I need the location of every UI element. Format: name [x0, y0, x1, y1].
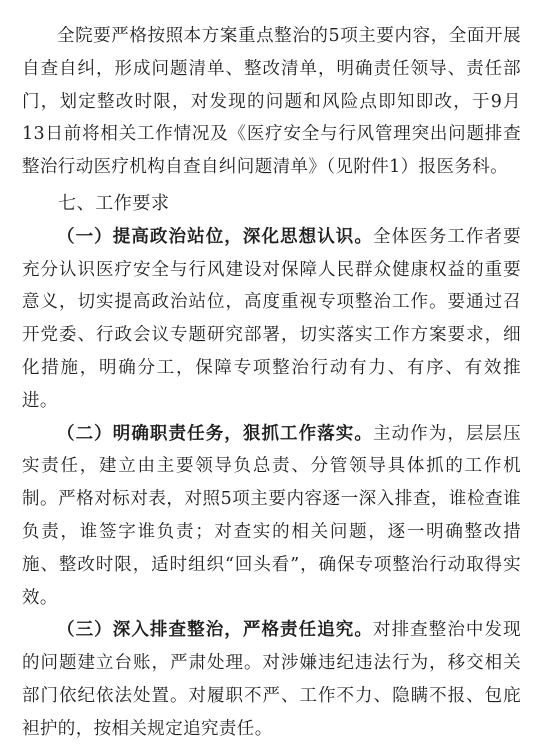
- requirement-item-1: [22, 221, 521, 418]
- intro-paragraph: 全院要严格按照本方案重点整治的5项主要内容，全面开展自查自纠，形成问题清单、整改清单，明确责任领导、责任部门，划定整改时限，对发现的问题和风险点即知即改，于9月13日前将相关工作情况及《医疗安全与行风管理突出问题排查整治行动医疗机构自查自纠问题清单》（见附件1）报医务科。: [22, 26, 521, 178]
- requirement-item-3-lead: （三）深入排查整治，严格责任追究。: [57, 620, 373, 641]
- section-heading: 七、工作要求: [58, 192, 170, 214]
- requirement-item-1-lead: （一）提高政治站位，深化思想认识。: [57, 226, 373, 247]
- requirement-item-3-body: 对排查整治中发现的问题建立台账，严肃处理。对涉嫌违纪违法行为，移交相关部门依纪依法处置。对履职不严、工作不力、隐瞒不报、包庇袒护的，按相关规定追究责任。: [22, 620, 521, 739]
- requirement-item-1-body: 全体医务工作者要充分认识医疗安全与行风建设对保障人民群众健康权益的重要意义，切实提高政治站位，高度重视专项整治工作。要通过召开党委、行政会议专题研究部署，切实落实工作方案要求，细化措施，明确分工，保障专项整治行动有力、有序、有效推进。: [22, 226, 521, 411]
- requirement-item-2: [22, 418, 521, 615]
- requirement-item-2-lead: （二）明确职责任务，狠抓工作落实。: [57, 423, 373, 444]
- requirement-item-3: [22, 614, 521, 745]
- requirement-item-2-body: 主动作为，层层压实责任，建立由主要领导负总责、分管领导具体抓的工作机制。严格对标对表，对照5项主要内容逐一深入排查，谁检查谁负责，谁签字谁负责；对查实的相关问题，逐一明确整改措施、整改时限，适时组织“回头看”，确保专项整治行动取得实效。: [22, 423, 521, 608]
